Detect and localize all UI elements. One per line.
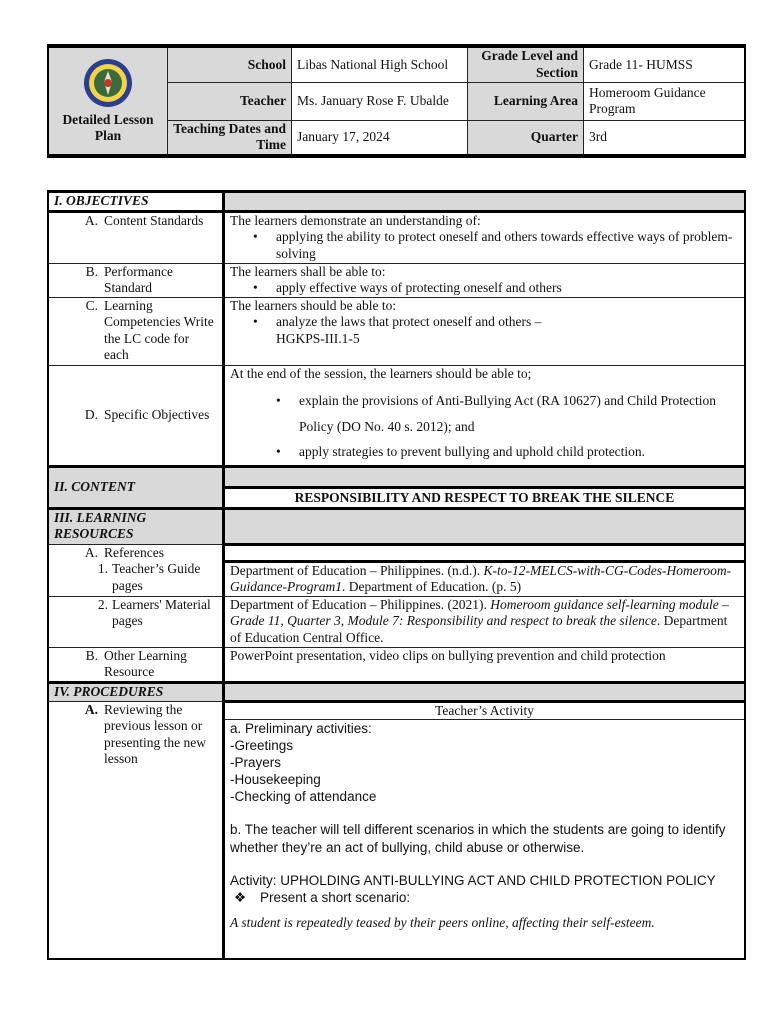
present-text: Present a short scenario: (260, 890, 411, 905)
competencies-label: Learning Competencies Write the LC code for each (104, 297, 214, 362)
deped-seal-icon (83, 58, 133, 108)
specific-intro: At the end of the session, the learners should be able to; (230, 365, 532, 381)
header-table (47, 44, 746, 158)
dates-value: January 17, 2024 (292, 120, 468, 156)
competencies-intro: The learners should be able to: (230, 297, 397, 313)
other-resource-label: Other Learning Resource (104, 647, 187, 679)
competencies-letter: C. (85, 297, 98, 313)
lm-citation-title: Homeroom guidance self-learning module – Grade 11, Quarter 3, Module 7: Responsibility and respect to break the silence (230, 596, 729, 628)
references-label: References (104, 544, 164, 560)
school-value: Libas National High School (292, 46, 468, 82)
lm-label: Learners' Material pages (112, 596, 211, 628)
tg-label-cell (48, 561, 224, 596)
specific-cell (224, 365, 746, 466)
school-label: School (168, 46, 292, 82)
lm-num: 2. (97, 596, 108, 612)
references-cell (224, 544, 746, 561)
tg-citation-title: K-to-12-MELCS-with-CG-Codes-Homeroom-Guidance-Program1 (230, 562, 732, 594)
competencies-code: HGKPS-III.1-5 (276, 330, 360, 346)
teacher-label: Teacher (168, 82, 292, 120)
teacher-value: Ms. January Rose F. Ubalde (292, 82, 468, 120)
specific-label-cell (48, 365, 224, 466)
procedure-a-cell (224, 701, 746, 959)
references-letter: A. (84, 544, 98, 560)
performance-label: Performance Standard (104, 263, 173, 295)
prelim-item: -Greetings (230, 738, 294, 753)
procedure-a-label: Reviewing the previous lesson or presenting the new lesson (104, 701, 206, 766)
dates-label: Teaching Dates and Time (168, 120, 292, 156)
diamond-bullet-icon: ❖ (234, 890, 247, 905)
performance-bullet: • apply effective ways of protecting oneself and others (276, 280, 739, 297)
specific-label: Specific Objectives (104, 406, 210, 422)
doc-title: Detailed Lesson Plan (62, 111, 154, 143)
prelim-title: a. Preliminary activities: (230, 721, 372, 736)
content-value: RESPONSIBILITY AND RESPECT TO BREAK THE SILENCE (294, 489, 675, 505)
content-standards-label-cell (48, 211, 224, 263)
scenario-intro: b. The teacher will tell different scenarios in which the students are going to identify whether they’re an act of bullying, child abuse or otherwise. (230, 822, 726, 855)
procedure-a-letter: A. (84, 701, 98, 717)
resources-header-fill (224, 508, 746, 544)
competencies-bullet: • analyze the laws that protect oneself and others – (276, 314, 739, 331)
competencies-label-cell (48, 297, 224, 365)
procedure-a-label-cell (48, 701, 224, 959)
specific-bullet: • apply strategies to prevent bullying and uphold child protection. (299, 439, 739, 465)
scenario-text: A student is repeatedly teased by their peers online, affecting their self-esteem. (230, 915, 655, 930)
performance-cell (224, 263, 746, 297)
other-resource-label-cell (48, 647, 224, 682)
prelim-item: -Prayers (230, 755, 282, 770)
content-title: II. CONTENT (48, 466, 224, 508)
grade-label: Grade Level and Section (468, 46, 584, 82)
objectives-title: I. OBJECTIVES (48, 192, 224, 212)
procedures-title: IV. PROCEDURES (48, 682, 224, 701)
lesson-plan-table (47, 190, 746, 960)
resources-title: III. LEARNING RESOURCES (48, 508, 224, 544)
procedures-header-fill (224, 682, 746, 701)
other-resource-letter: B. (85, 647, 98, 663)
prelim-item: -Checking of attendance (230, 789, 377, 804)
other-resource-cell: PowerPoint presentation, video clips on bullying prevention and child protection (224, 647, 746, 682)
doc-title-cell (48, 46, 168, 156)
quarter-value: 3rd (584, 120, 746, 156)
lm-label-cell (48, 596, 224, 647)
specific-letter: D. (84, 406, 98, 422)
activity-header: Teacher’s Activity (225, 703, 744, 721)
quarter-label: Quarter (468, 120, 584, 156)
grade-value: Grade 11- HUMSS (584, 46, 746, 82)
specific-bullet: • explain the provisions of Anti-Bullying Act (RA 10627) and Child Protection Policy (DO No. 40 s. 2012); and (299, 388, 739, 439)
competencies-cell (224, 297, 746, 365)
prelim-item: -Housekeeping (230, 772, 321, 787)
performance-intro: The learners shall be able to: (230, 263, 386, 279)
content-standards-cell (224, 211, 746, 263)
area-value: Homeroom Guidance Program (584, 82, 746, 120)
content-standards-bullet: • applying the ability to protect oneself and others towards effective ways of problem-solving (276, 229, 739, 262)
lm-citation-author: Department of Education – Philippines. (2021). (230, 596, 491, 612)
content-standards-label: Content Standards (104, 212, 204, 228)
tg-label: Teacher’s Guide pages (112, 561, 201, 593)
content-standards-letter: A. (84, 212, 98, 228)
activity-title: Activity: UPHOLDING ANTI-BULLYING ACT AND CHILD PROTECTION POLICY (230, 873, 716, 888)
references-label-cell (48, 544, 224, 561)
content-standards-intro: The learners demonstrate an understanding of: (230, 212, 481, 228)
lm-citation-publisher: . Department of Education Central Office. (230, 613, 728, 645)
lm-cell (224, 596, 746, 647)
tg-cell (224, 561, 746, 596)
tg-num: 1. (97, 561, 108, 576)
performance-label-cell (48, 263, 224, 297)
tg-citation-publisher: . Department of Education. (p. 5) (341, 579, 522, 594)
tg-citation-author: Department of Education – Philippines. (n.d.). (230, 562, 484, 578)
content-cell (224, 466, 746, 508)
performance-letter: B. (85, 263, 98, 279)
objectives-header-fill (224, 192, 746, 212)
area-label: Learning Area (468, 82, 584, 120)
